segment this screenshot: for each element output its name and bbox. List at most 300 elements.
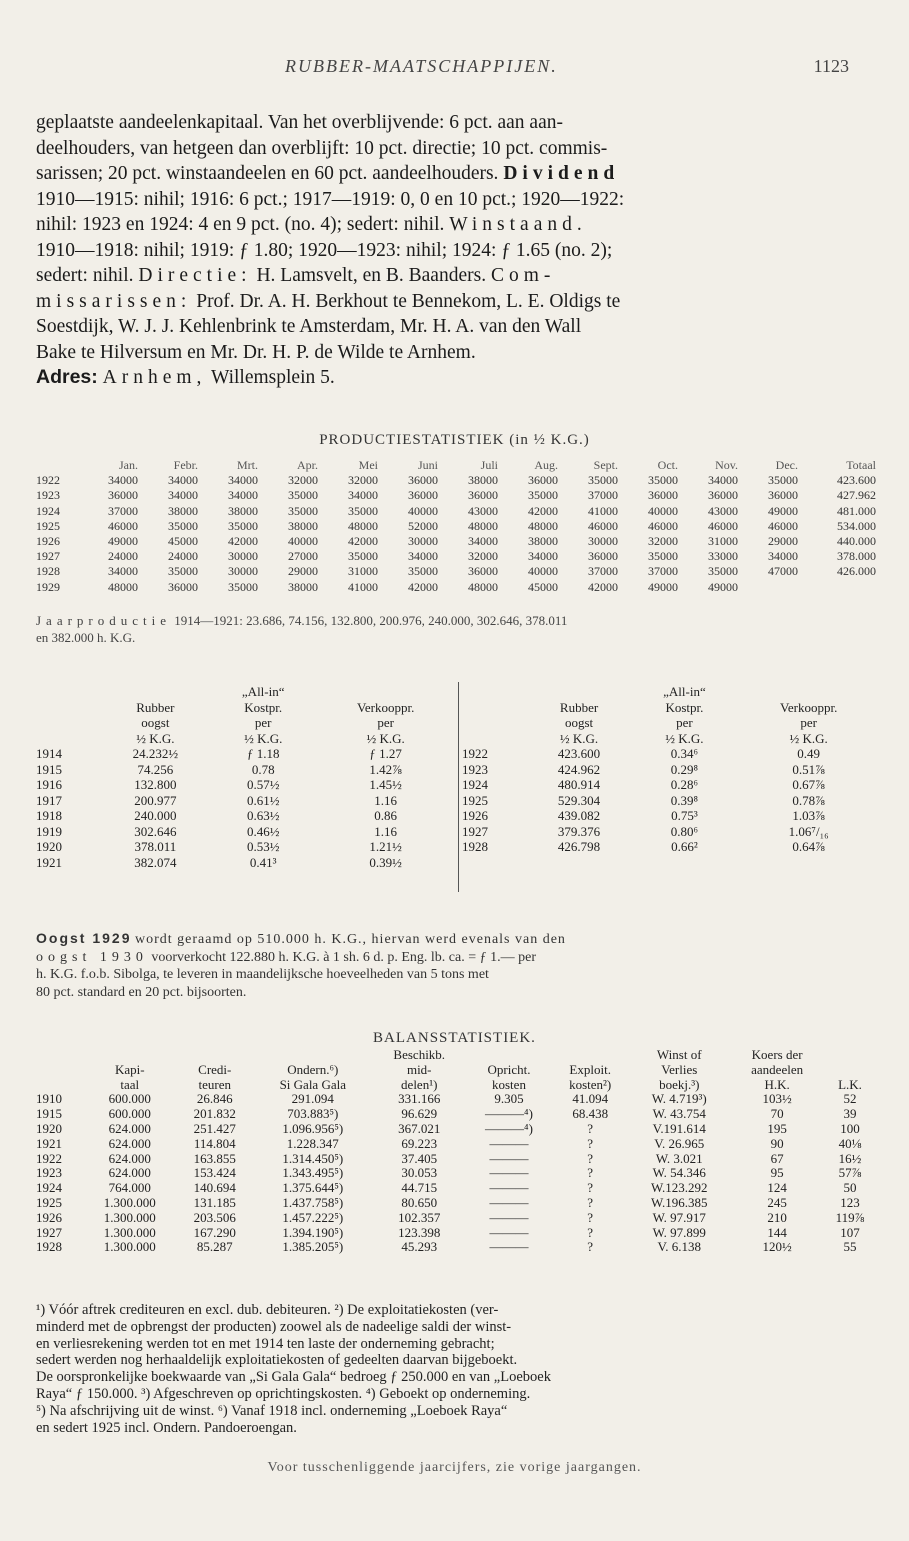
table-cell: 85.287 (196, 1239, 233, 1255)
header-row (36, 684, 456, 700)
year-cell: 1920 (36, 1120, 62, 1136)
table-cell: 37000 (108, 503, 138, 518)
table-cell: ——— (489, 1180, 529, 1196)
table-cell: 34000 (348, 488, 378, 503)
column-header: Rubber (559, 699, 599, 715)
table-cell: 31000 (708, 534, 738, 549)
intro-line (36, 263, 876, 289)
year-cell: 1918 (36, 808, 62, 823)
table-cell: 378.011 (134, 839, 177, 854)
jaarproductie-line (36, 612, 886, 629)
cost-table-left (36, 684, 456, 870)
table-row (36, 1196, 876, 1211)
header-row (36, 1048, 876, 1063)
table-cell: 35000 (708, 564, 738, 579)
column-header: Juli (480, 458, 498, 472)
column-header: Koers der (751, 1047, 803, 1062)
table-cell: 42000 (588, 579, 618, 594)
table-row (462, 824, 880, 840)
header-row (36, 1078, 876, 1093)
table-cell: 1.457.222⁵) (282, 1209, 344, 1225)
table-cell: 69.223 (401, 1135, 438, 1151)
table-row (36, 1107, 876, 1122)
column-header: Oct. (657, 458, 678, 472)
table-cell: 132.800 (134, 777, 177, 792)
column-header (100, 684, 211, 700)
table-cell: 49000 (648, 579, 678, 594)
table-cell: 123 (840, 1194, 860, 1210)
table-cell: 32000 (648, 534, 678, 549)
table-row (36, 549, 876, 564)
table-cell: 1.03⅞ (792, 808, 825, 823)
table-row (36, 1092, 876, 1107)
table-cell: 0.64⅞ (792, 839, 825, 854)
column-header: Beschikb. (393, 1047, 446, 1062)
table-row (36, 793, 456, 809)
page-header (0, 50, 909, 80)
table-cell: 35000 (288, 503, 318, 518)
table-cell: 42000 (348, 534, 378, 549)
table-row (36, 580, 876, 595)
column-header: boekj.³) (659, 1076, 700, 1092)
dividend-label: Dividend (503, 163, 620, 184)
column-header: per (676, 715, 693, 730)
table-cell: 37000 (588, 488, 618, 503)
table-cell: ? (587, 1135, 594, 1151)
column-header: per (254, 715, 272, 730)
table-cell: 0.28⁶ (670, 777, 699, 792)
table-cell: 195 (767, 1120, 787, 1136)
column-header: Totaal (846, 458, 876, 472)
column-header: per (377, 715, 394, 730)
table-cell: 32000 (288, 473, 318, 488)
table-cell: 42000 (528, 503, 558, 518)
table-cell: 1.314.450⁵) (282, 1150, 344, 1166)
table-cell: 423.600 (837, 473, 876, 488)
table-cell: 131.185 (193, 1194, 236, 1210)
table-cell: 0.29⁸ (670, 761, 699, 777)
table-row (462, 793, 880, 809)
table-cell: 48000 (468, 518, 498, 533)
table-cell: 30000 (228, 564, 258, 579)
winstaand-text: 1910—1918: nihil; 1919: ƒ 1.80; 1920—1923: nihil; 1924: ƒ 1.65 (no. 2); (36, 239, 613, 261)
intro-text: sarissen; 20 pct. winstaandeelen en 60 pct. aandeelhouders. (36, 163, 499, 184)
table-cell: 0.78 (251, 761, 275, 777)
year-cell: 1914 (36, 746, 62, 761)
table-cell: 46000 (768, 518, 798, 533)
column-header (36, 1048, 83, 1063)
table-cell: 114.804 (193, 1135, 236, 1151)
column-header (552, 1048, 628, 1063)
year-cell: 1924 (36, 503, 60, 518)
dividend-text: nihil: 1923 en 1924: 4 en 9 pct. (no. 4); sedert: nihil. (36, 214, 445, 235)
year-cell: 1921 (36, 854, 62, 870)
column-header: delen¹) (401, 1076, 438, 1092)
table-cell: 70 (770, 1106, 784, 1122)
column-header: ½ K.G. (136, 730, 175, 746)
column-header (315, 684, 456, 700)
table-cell: 40000 (528, 564, 558, 579)
table-cell: 35000 (168, 518, 198, 533)
table-cell: 1.385.205⁵) (282, 1239, 344, 1255)
table-cell: 36000 (708, 488, 738, 503)
table-cell: 48000 (108, 579, 138, 594)
table-cell: W.196.385 (650, 1194, 708, 1210)
table-cell: ——— (489, 1135, 529, 1151)
table-cell: 367.021 (398, 1120, 441, 1136)
table-cell: 34000 (108, 473, 138, 488)
year-cell: 1923 (462, 761, 488, 777)
table-cell: 95 (770, 1165, 784, 1181)
column-header (527, 684, 632, 700)
footnote-line: en verliesrekening werden tot en met 1914 ten laste der onderneming gebracht; (36, 1335, 495, 1352)
table-cell: 46000 (648, 518, 678, 533)
adres-street: Willemsplein 5. (210, 367, 335, 388)
table-cell: 35000 (288, 488, 318, 503)
table-cell: 30000 (228, 549, 258, 564)
table-row (462, 777, 880, 793)
column-header (36, 458, 78, 473)
table-cell: 123.398 (398, 1224, 441, 1240)
footer-note: Voor tusschenliggende jaarcijfers, zie vorige jaargangen. (267, 1460, 642, 1475)
footnotes (36, 1302, 876, 1436)
footnote-line: ¹) Vóór aftrek crediteuren en excl. dub. debiteuren. ²) De exploitatiekosten (ver- (36, 1302, 499, 1318)
table-cell: 0.51⅞ (792, 761, 825, 777)
table-row (462, 808, 880, 824)
table-cell: 35000 (648, 473, 678, 488)
table-cell: 36000 (108, 488, 138, 503)
table-row (462, 762, 880, 778)
year-cell: 1929 (36, 579, 60, 594)
balance-caption: BALANSSTATISTIEK. (373, 1030, 536, 1046)
year-cell: 1921 (36, 1135, 62, 1151)
column-header (83, 1048, 177, 1063)
column-header: H.K. (764, 1076, 790, 1092)
column-header (824, 1063, 876, 1078)
column-header: Febr. (173, 458, 198, 472)
column-header: Credi- (198, 1061, 232, 1077)
column-header: Nov. (715, 458, 738, 472)
table-row (36, 1166, 876, 1181)
table-cell: W. 4.719³) (651, 1091, 707, 1107)
column-header (824, 1048, 876, 1063)
table-cell: 74.256 (137, 761, 174, 777)
table-cell: 90 (770, 1135, 784, 1151)
year-cell: 1925 (36, 518, 60, 533)
year-cell: 1927 (36, 1224, 62, 1240)
intro-line (36, 161, 876, 187)
table-cell: ———⁴) (485, 1120, 533, 1136)
oogst-line (36, 949, 876, 967)
oogst-text: h. K.G. f.o.b. Sibolga, te leveren in maandelijksche hoeveelheden van 5 tons met (36, 967, 489, 982)
table-cell: 35000 (228, 518, 258, 533)
year-cell: 1928 (36, 564, 60, 579)
jaarproductie-text-2: en 382.000 h. K.G. (36, 630, 136, 645)
column-header: Rubber (136, 699, 175, 715)
year-cell: 1917 (36, 792, 62, 808)
column-header: Ondern.⁶) (287, 1061, 339, 1077)
table-cell: 1.16 (374, 792, 398, 808)
table-cell: 45000 (168, 534, 198, 549)
year-cell: 1916 (36, 777, 62, 792)
table-cell: 1.228.347 (286, 1135, 339, 1151)
production-caption: PRODUCTIESTATISTIEK (in ½ K.G.) (319, 432, 590, 448)
table-cell: ? (587, 1194, 594, 1210)
table-cell: 40000 (288, 534, 318, 549)
running-title: RUBBER-MAATSCHAPPIJEN. (285, 56, 558, 76)
intro-line (36, 289, 876, 315)
table-cell: 30000 (408, 534, 438, 549)
intro-line: geplaatste aandeelenkapitaal. Van het overblijvende: 6 pct. aan aan- (36, 112, 563, 133)
table-cell: 0.67⅞ (792, 777, 825, 792)
table-cell: 0.34⁶ (670, 746, 699, 761)
table-cell: 24.232½ (132, 746, 179, 761)
column-header (36, 684, 100, 700)
table-cell: 36000 (648, 488, 678, 503)
table-cell: 624.000 (108, 1135, 151, 1151)
table-cell: 600.000 (108, 1091, 151, 1107)
table-cell: 67 (770, 1150, 784, 1166)
table-cell: 40⅛ (838, 1135, 862, 1151)
header-row (462, 715, 880, 731)
table-cell: 36000 (588, 549, 618, 564)
column-header (462, 684, 527, 700)
table-cell: ——— (489, 1194, 529, 1210)
table-cell: 0.53½ (246, 839, 280, 854)
table-cell: 37000 (648, 564, 678, 579)
table-cell: 49000 (768, 503, 798, 518)
table-cell: 0.46½ (246, 823, 280, 839)
table-cell: 46000 (708, 518, 738, 533)
table-cell: 29000 (288, 564, 318, 579)
column-header (462, 715, 527, 731)
table-cell: 153.424 (193, 1165, 236, 1181)
table-cell: 203.506 (193, 1209, 236, 1225)
table-cell: 35000 (528, 488, 558, 503)
table-cell: 42000 (408, 579, 438, 594)
table-cell: 1.394.190⁵) (282, 1224, 344, 1240)
table-cell: 41000 (348, 579, 378, 594)
table-cell: 378.000 (837, 549, 876, 564)
table-row (36, 1240, 876, 1255)
table-cell: 440.000 (837, 534, 876, 549)
year-cell: 1915 (36, 1106, 62, 1122)
header-row (36, 731, 456, 747)
table-cell: 24000 (108, 549, 138, 564)
company-info (36, 110, 876, 391)
table-cell: 33000 (708, 549, 738, 564)
column-header: Kapi- (114, 1061, 145, 1077)
table-cell: 38000 (168, 503, 198, 518)
table-cell: 36000 (408, 473, 438, 488)
table-cell: 34000 (108, 564, 138, 579)
table-cell: ——— (489, 1209, 529, 1225)
table-cell: 48000 (348, 518, 378, 533)
oogst-text: 80 pct. standard en 20 pct. bijsoorten. (36, 984, 247, 1000)
table-cell: ? (587, 1224, 594, 1240)
table-cell: 302.646 (134, 823, 177, 839)
table-cell: ƒ 1.18 (246, 746, 280, 761)
year-cell: 1927 (462, 823, 488, 839)
table-cell: 24000 (168, 549, 198, 564)
header-row (36, 700, 456, 716)
table-cell: 34000 (168, 473, 198, 488)
table-cell: 35000 (648, 549, 678, 564)
year-cell: 1928 (462, 839, 488, 854)
table-cell: V. 6.138 (657, 1239, 701, 1255)
production-header-row (36, 458, 876, 473)
footnote-line: ⁵) Na afschrijving uit de winst. ⁶) Vanaf 1918 incl. onderneming „Loeboek Raya“ (36, 1402, 508, 1419)
table-cell: 35000 (168, 564, 198, 579)
table-cell: 49000 (708, 579, 738, 594)
footnote-line: minderd met de opbrengst der producten) zoowel als de nadeelige saldi der winst- (36, 1318, 512, 1335)
column-header: „All-in“ (663, 684, 706, 699)
table-cell: 480.914 (557, 777, 601, 792)
table-cell: 36000 (408, 488, 438, 503)
table-cell: 34000 (228, 488, 258, 503)
table-cell: ? (587, 1180, 594, 1196)
table-cell: ——— (489, 1239, 529, 1255)
table-cell: 35000 (768, 473, 798, 488)
table-cell: 46000 (588, 518, 618, 533)
column-header: Verkooppr. (356, 699, 415, 715)
page-number: 1123 (813, 56, 849, 76)
table-cell: 34000 (768, 549, 798, 564)
column-header (253, 1048, 373, 1063)
table-cell: 0.78⅞ (792, 792, 825, 808)
table-cell: 481.000 (837, 503, 876, 518)
column-header (36, 1063, 83, 1078)
table-cell: 26.846 (196, 1091, 233, 1107)
table-row (36, 473, 876, 488)
table-cell: 35000 (348, 503, 378, 518)
table-cell: 44.715 (401, 1180, 438, 1196)
column-header: ½ K.G. (366, 730, 405, 746)
column-header: Verlies (661, 1061, 698, 1077)
table-cell: 103½ (762, 1091, 792, 1107)
table-cell: 426.798 (557, 839, 601, 854)
table-row (36, 1181, 876, 1196)
year-cell: 1922 (36, 1150, 62, 1166)
column-header: oogst (564, 715, 594, 730)
column-header: „All-in“ (241, 684, 285, 699)
table-cell: 31000 (348, 564, 378, 579)
table-cell: 600.000 (108, 1106, 151, 1122)
oogst-label: Oogst 1929 (36, 930, 132, 946)
table-row (462, 746, 880, 762)
table-row (36, 808, 456, 824)
jaarproductie (36, 612, 886, 646)
table-cell: 32000 (468, 549, 498, 564)
table-cell: V. 26.965 (654, 1135, 705, 1151)
table-cell: ? (587, 1120, 594, 1136)
table-cell: 41.094 (572, 1091, 609, 1107)
table-cell: 55 (843, 1239, 857, 1255)
footnote-line: sedert werden nog herhaaldelijk exploitatiekosten of gedeelten daarvan bijgeboekt. (36, 1352, 518, 1369)
table-cell: 16½ (838, 1150, 862, 1166)
table-cell: ——— (489, 1150, 529, 1166)
column-header: Mrt. (237, 458, 258, 472)
table-cell: 27000 (288, 549, 318, 564)
table-cell: 1.300.000 (103, 1209, 156, 1225)
jaarproductie-label: Jaarproductie (36, 613, 172, 628)
column-header: ½ K.G. (559, 730, 599, 746)
winstaand-label: Winstaand. (449, 214, 587, 235)
table-cell: 1.343.495⁵) (282, 1165, 344, 1181)
table-cell: ? (587, 1150, 594, 1166)
commissarissen-label: missarissen: (36, 290, 192, 312)
table-cell: 30.053 (401, 1165, 438, 1181)
column-header: teuren (198, 1076, 232, 1092)
commissarissen-text: Bake te Hilversum en Mr. Dr. H. P. de Wilde te Arnhem. (36, 341, 476, 363)
table-row (36, 1152, 876, 1167)
column-header: Exploit. (569, 1061, 611, 1077)
table-cell: 96.629 (401, 1106, 438, 1122)
column-header: Jan. (119, 458, 138, 472)
column-header: Verkooppr. (779, 699, 838, 715)
table-row (36, 762, 456, 778)
table-cell: 0.80⁶ (670, 823, 699, 839)
table-cell: 48000 (468, 579, 498, 594)
table-row (36, 504, 876, 519)
table-cell: 291.094 (291, 1091, 334, 1107)
table-cell: 163.855 (193, 1150, 236, 1166)
table-cell (798, 580, 876, 595)
table-cell: ? (587, 1239, 594, 1255)
table-cell: 42000 (228, 534, 258, 549)
balance-table (36, 1048, 876, 1255)
table-cell: ——— (489, 1224, 529, 1240)
table-cell: 624.000 (108, 1150, 151, 1166)
table-cell: 34000 (468, 534, 498, 549)
table-cell: 32000 (348, 473, 378, 488)
table-cell: 703.883⁵) (287, 1106, 339, 1122)
column-header: ½ K.G. (789, 730, 828, 746)
table-row (36, 855, 456, 871)
table-cell: 0.66² (671, 839, 698, 854)
column-header (36, 731, 100, 747)
table-cell: 0.39⁸ (670, 792, 699, 808)
table-row (462, 839, 880, 855)
table-cell: 427.962 (837, 488, 876, 503)
column-header: per (800, 715, 817, 730)
header-row (36, 1063, 876, 1078)
table-cell (738, 580, 798, 595)
table-cell: 52 (843, 1091, 857, 1107)
table-cell: 34000 (228, 473, 258, 488)
table-cell: 1.375.644⁵) (282, 1180, 344, 1196)
table-cell: ? (587, 1209, 594, 1225)
winstaand-text: sedert: nihil. (36, 265, 134, 286)
year-cell: 1910 (36, 1091, 62, 1107)
table-cell: 0.86 (374, 808, 398, 823)
table-cell: 0.39½ (369, 854, 402, 870)
header-row (462, 731, 880, 747)
footnote-line: De oorspronkelijke boekwaarde van „Si Gala Gala“ bedroeg ƒ 250.000 en van „Loeboek (36, 1369, 551, 1386)
table-cell: 57⅞ (838, 1165, 862, 1181)
table-cell: 1.45½ (369, 777, 402, 792)
column-header: kosten²) (569, 1076, 612, 1092)
column-header: mid- (406, 1061, 432, 1077)
column-header: Apr. (297, 458, 318, 472)
table-cell: 36000 (768, 488, 798, 503)
column-header (462, 731, 527, 747)
table-cell: 68.438 (572, 1106, 609, 1122)
table-row (36, 1122, 876, 1137)
table-cell: 46000 (108, 518, 138, 533)
table-row (36, 777, 456, 793)
table-cell: 0.75³ (671, 808, 698, 823)
